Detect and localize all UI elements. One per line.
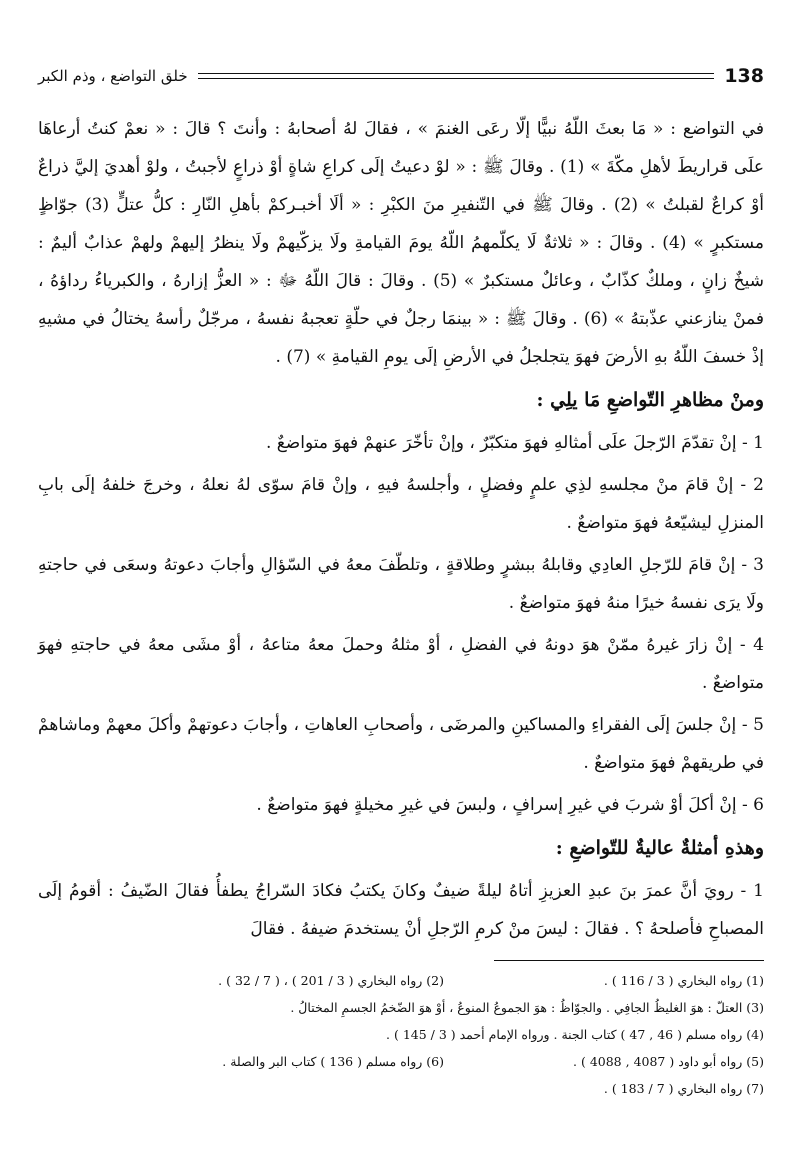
page-header xyxy=(38,58,764,94)
footnote-4: (4) رواه مسلم ( 46 , 47 ) كتاب الجنة . ورواه الإمام أحمد ( 3 / 145 ) . xyxy=(386,1027,764,1042)
intro-paragraph: في التواضع : « مَا بعثَ اللّهُ نبيًّا إلّا رعَى الغنمَ » ، فقالَ لهُ أصحابهُ : وأنتَ ؟ قالَ : « نعمْ كنتُ أرعاهَا علَى قراريطَ لأهلِ مكّةَ » (1) . وقالَ ﷺ : « لوْ دعيتُ إلَى كراعِ شاةٍ أوْ ذراعٍ لأجبتُ ، ولوْ أهديَ إليَّ ذراعٌ أوْ كراعٌ لقبلتُ » (2) . وقالَ ﷺ في التّنفيرِ منَ الكبْرِ : « ألَا أخبـركمْ بأهلِ النّارِ : كلُّ عتلٍّ (3) جوّاظٍ مستكبرٍ » (4) . وقالَ : « ثلاثةٌ لَا يكلّمهمُ اللّهُ يومَ القيامةِ ولَا يزكّيهمْ ولَا ينظرُ إليهمْ ولهمْ عذابٌ أليمٌ : شيخٌ زانٍ ، وملكٌ كذّابٌ ، وعائلٌ مستكبرٌ » (5) . وقالَ : قالَ اللّهُ ﷻ : « العزُّ إزارهُ ، والكبرياءُ رداؤهُ ، فمنْ ينازعني عذّبتهُ » (6) . وقالَ ﷺ : « بينمَا رجلٌ في حلّةٍ تعجبهُ نفسهُ ، مرجّلٌ رأسهُ يختالُ في مشيهِ إذْ خسفَ اللّهُ بهِ الأرضَ فهوَ يتجلجلُ في الأرضِ إلَى يومِ القيامةِ » (7) . xyxy=(38,119,765,367)
footnote-row xyxy=(38,967,764,994)
footnote-row xyxy=(38,1075,764,1102)
footnote-2: (2) رواه البخاري ( 3 / 201 ) ، ( 7 / 32 ) . xyxy=(218,973,444,988)
footnote-5: (5) رواه أبو داود ( 4087 , 4088 ) . xyxy=(573,1054,764,1069)
footnote-row xyxy=(38,1048,764,1075)
footnote-6: (6) رواه مسلم ( 136 ) كتاب البر والصلة . xyxy=(222,1054,444,1069)
footnote-3: (3) العتلّ : هوَ الغليظُ الجافِي . والجوّاظُ : هوَ الجموعُ المنوعُ ، أوْ هوَ الضّخمُ الجسمِ المختالُ . xyxy=(290,1000,764,1015)
footnote-1: (1) رواه البخاري ( 3 / 116 ) . xyxy=(603,973,764,988)
running-title: خلق التواضع ، وذم الكبر xyxy=(38,67,188,85)
footnote-row xyxy=(38,1021,764,1048)
header-rule xyxy=(198,73,715,79)
list-item: 6 - إنْ أكلَ أوْ شربَ في غيرِ إسرافٍ ، ولبسَ في غيرِ مخيلةٍ فهوَ متواضعٌ . xyxy=(256,795,764,815)
section-heading-examples: وهذهِ أمثلةٌ عاليةٌ للتّواضعِ : xyxy=(555,837,764,859)
list-item: 1 - إنْ تقدّمَ الرّجلَ علَى أمثالهِ فهوَ متكبّرٌ ، وإنْ تأخّرَ عنهمْ فهوَ متواضعٌ . xyxy=(265,433,764,453)
list-item: 3 - إنْ قامَ للرّجلِ العادِي وقابلهُ ببشرٍ وطلاقةٍ ، وتلطّفَ معهُ في السّؤالِ وأجابَ دعوتهُ وسعَى في حاجتهِ ولَا يرَى نفسهُ خيرًا منهُ فهوَ متواضعٌ . xyxy=(38,555,764,613)
page-number: 138 xyxy=(724,65,764,87)
footnote-rule xyxy=(494,960,764,961)
footnote-7: (7) رواه البخاري ( 7 / 183 ) . xyxy=(603,1081,764,1096)
footnotes xyxy=(38,960,764,1102)
example-paragraph: 1 - رويَ أنَّ عمرَ بنَ عبدِ العزيزِ أتاهُ ليلةً ضيفٌ وكانَ يكتبُ فكادَ السّراجُ يطفأُ فقالَ الضّيفُ : أقومُ إلَى المصباحِ فأصلحهُ ؟ . فقالَ : ليسَ منْ كرمِ الرّجلِ أنْ يستخدمَ ضيفهُ . فقالَ xyxy=(38,881,764,939)
page-body xyxy=(38,110,764,948)
footnote-row xyxy=(38,994,764,1021)
list-item: 5 - إنْ جلسَ إلَى الفقراءِ والمساكينِ والمرضَى ، وأصحابِ العاهاتِ ، وأجابَ دعوتهمْ وأكلَ معهمْ وماشاهمْ في طريقهمْ فهوَ متواضعٌ . xyxy=(38,715,764,773)
section-heading-manifestations: ومنْ مظاهرِ التّواضعِ مَا يلِي : xyxy=(536,389,764,411)
list-item: 4 - إنْ زارَ غيرهُ ممّنْ هوَ دونهُ في الفضلِ ، أوْ مثلهُ وحملَ معهُ متاعهُ ، أوْ مشَى معهُ في حاجتهِ فهوَ متواضعٌ . xyxy=(38,635,764,693)
list-item: 2 - إنْ قامَ منْ مجلسهِ لذِي علمٍ وفضلٍ ، وأجلسهُ فيهِ ، وإنْ قامَ سوّى لهُ نعلهُ ، وخرجَ خلفهُ إلَى بابِ المنزلِ ليشيّعهُ فهوَ متواضعٌ . xyxy=(38,475,764,533)
